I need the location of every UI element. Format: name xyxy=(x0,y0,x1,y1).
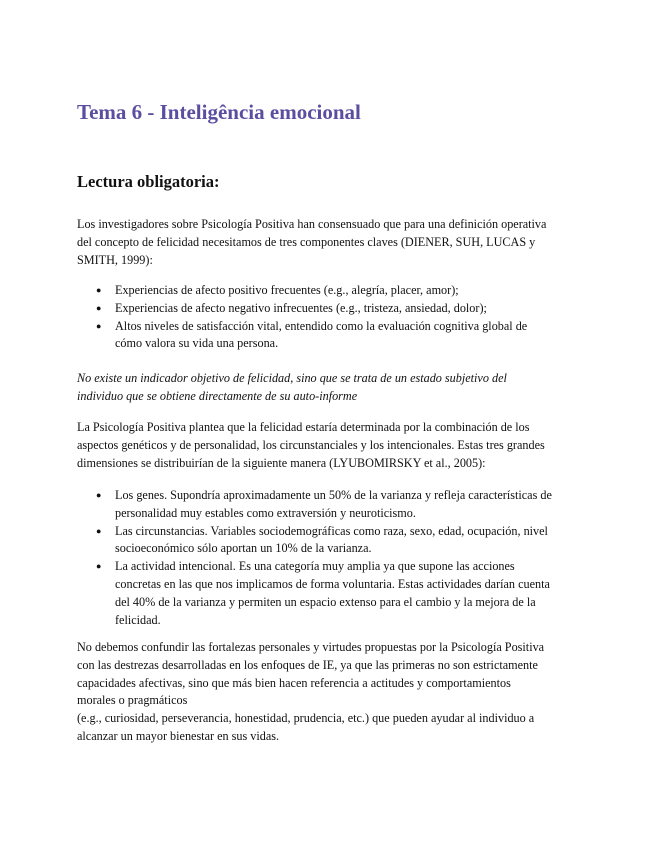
list-item xyxy=(77,282,582,300)
bullet-icon: ● xyxy=(96,490,102,500)
list-item-text: del 40% de la varianza y permiten un espacio extenso para el cambio y la mejora de la xyxy=(115,594,536,609)
list-item-text: Experiencias de afecto positivo frecuentes (e.g., alegría, placer, amor); xyxy=(115,283,459,297)
text-line: capacidades afectivas, sino que más bien hacen referencia a actitudes y comportamientos xyxy=(77,675,511,690)
text-line: No debemos confundir las fortalezas personales y virtudes propuestas por la Psicología Positiva xyxy=(77,640,545,654)
list-item-text: Las circunstancias. Variables sociodemográficas como raza, sexo, edad, ocupación, nivel xyxy=(115,523,548,538)
bullet-icon: ● xyxy=(96,525,102,536)
text-line: individuo que se obtiene directamente de su auto-informe xyxy=(77,388,358,403)
components-list xyxy=(77,282,582,353)
list-item xyxy=(77,523,582,559)
bullet-icon: ● xyxy=(96,320,102,331)
section-heading: Lectura obligatoria: xyxy=(77,172,220,191)
text-line: aspectos genéticos y de personalidad, los circunstanciales y los intencionales. Estas tres grandes xyxy=(77,437,545,452)
list-item-text: La actividad intencional. Es una categoría muy amplia ya que supone las acciones xyxy=(115,559,515,574)
paragraph-fortalezas xyxy=(77,639,582,746)
list-item xyxy=(77,487,582,523)
dimensions-list xyxy=(77,487,582,629)
page-title: Tema 6 - Inteligência emocional xyxy=(77,100,361,124)
list-item xyxy=(77,558,582,629)
list-item xyxy=(77,318,582,354)
bullet-icon: ● xyxy=(96,302,102,313)
list-item xyxy=(77,300,582,318)
text-line: alcanzar un mayor bienestar en sus vidas. xyxy=(77,728,280,743)
list-item-text: Altos niveles de satisfacción vital, entendido como la evaluación cognitiva global de xyxy=(115,318,528,333)
text-line: morales o pragmáticos xyxy=(77,693,188,708)
text-line: (e.g., curiosidad, perseverancia, honestidad, prudencia, etc.) que pueden ayudar al individuo a xyxy=(77,711,535,726)
bullet-icon: ● xyxy=(96,561,102,572)
list-item-text: cómo valora su vida una persona. xyxy=(115,336,279,351)
paragraph-intro xyxy=(77,216,582,269)
list-item-text: felicidad. xyxy=(115,612,161,627)
bullet-icon: ● xyxy=(96,285,102,295)
text-line: con las destrezas desarrolladas en los enfoques de IE, ya que las primeras no son estrictamente xyxy=(77,657,538,672)
text-line: Los investigadores sobre Psicología Positiva han consensuado que para una definición operativa xyxy=(77,217,547,231)
text-line: No existe un indicador objetivo de felicidad, sino que se trata de un estado subjetivo del xyxy=(77,371,507,385)
list-item-text: Experiencias de afecto negativo infrecuentes (e.g., tristeza, ansiedad, dolor); xyxy=(115,300,487,315)
list-item-text: personalidad muy estables como extraversión y neuroticismo. xyxy=(115,505,416,520)
text-line: SMITH, 1999): xyxy=(77,252,153,267)
list-item-text: socioeconómico sólo aportan un 10% de la varianza. xyxy=(115,541,372,556)
italic-note xyxy=(77,370,582,406)
list-item-text: concretas en las que nos implicamos de forma voluntaria. Estas actividades darían cuenta xyxy=(115,576,550,591)
text-line: del concepto de felicidad necesitamos de tres componentes claves (DIENER, SUH, LUCAS y xyxy=(77,234,536,249)
paragraph-dimensions xyxy=(77,419,582,472)
list-item-text: Los genes. Supondría aproximadamente un 50% de la varianza y refleja características de xyxy=(115,488,552,502)
text-line: La Psicología Positiva plantea que la felicidad estaría determinada por la combinación de los xyxy=(77,420,530,434)
text-line: dimensiones se distribuirían de la siguiente manera (LYUBOMIRSKY et al., 2005): xyxy=(77,455,486,470)
